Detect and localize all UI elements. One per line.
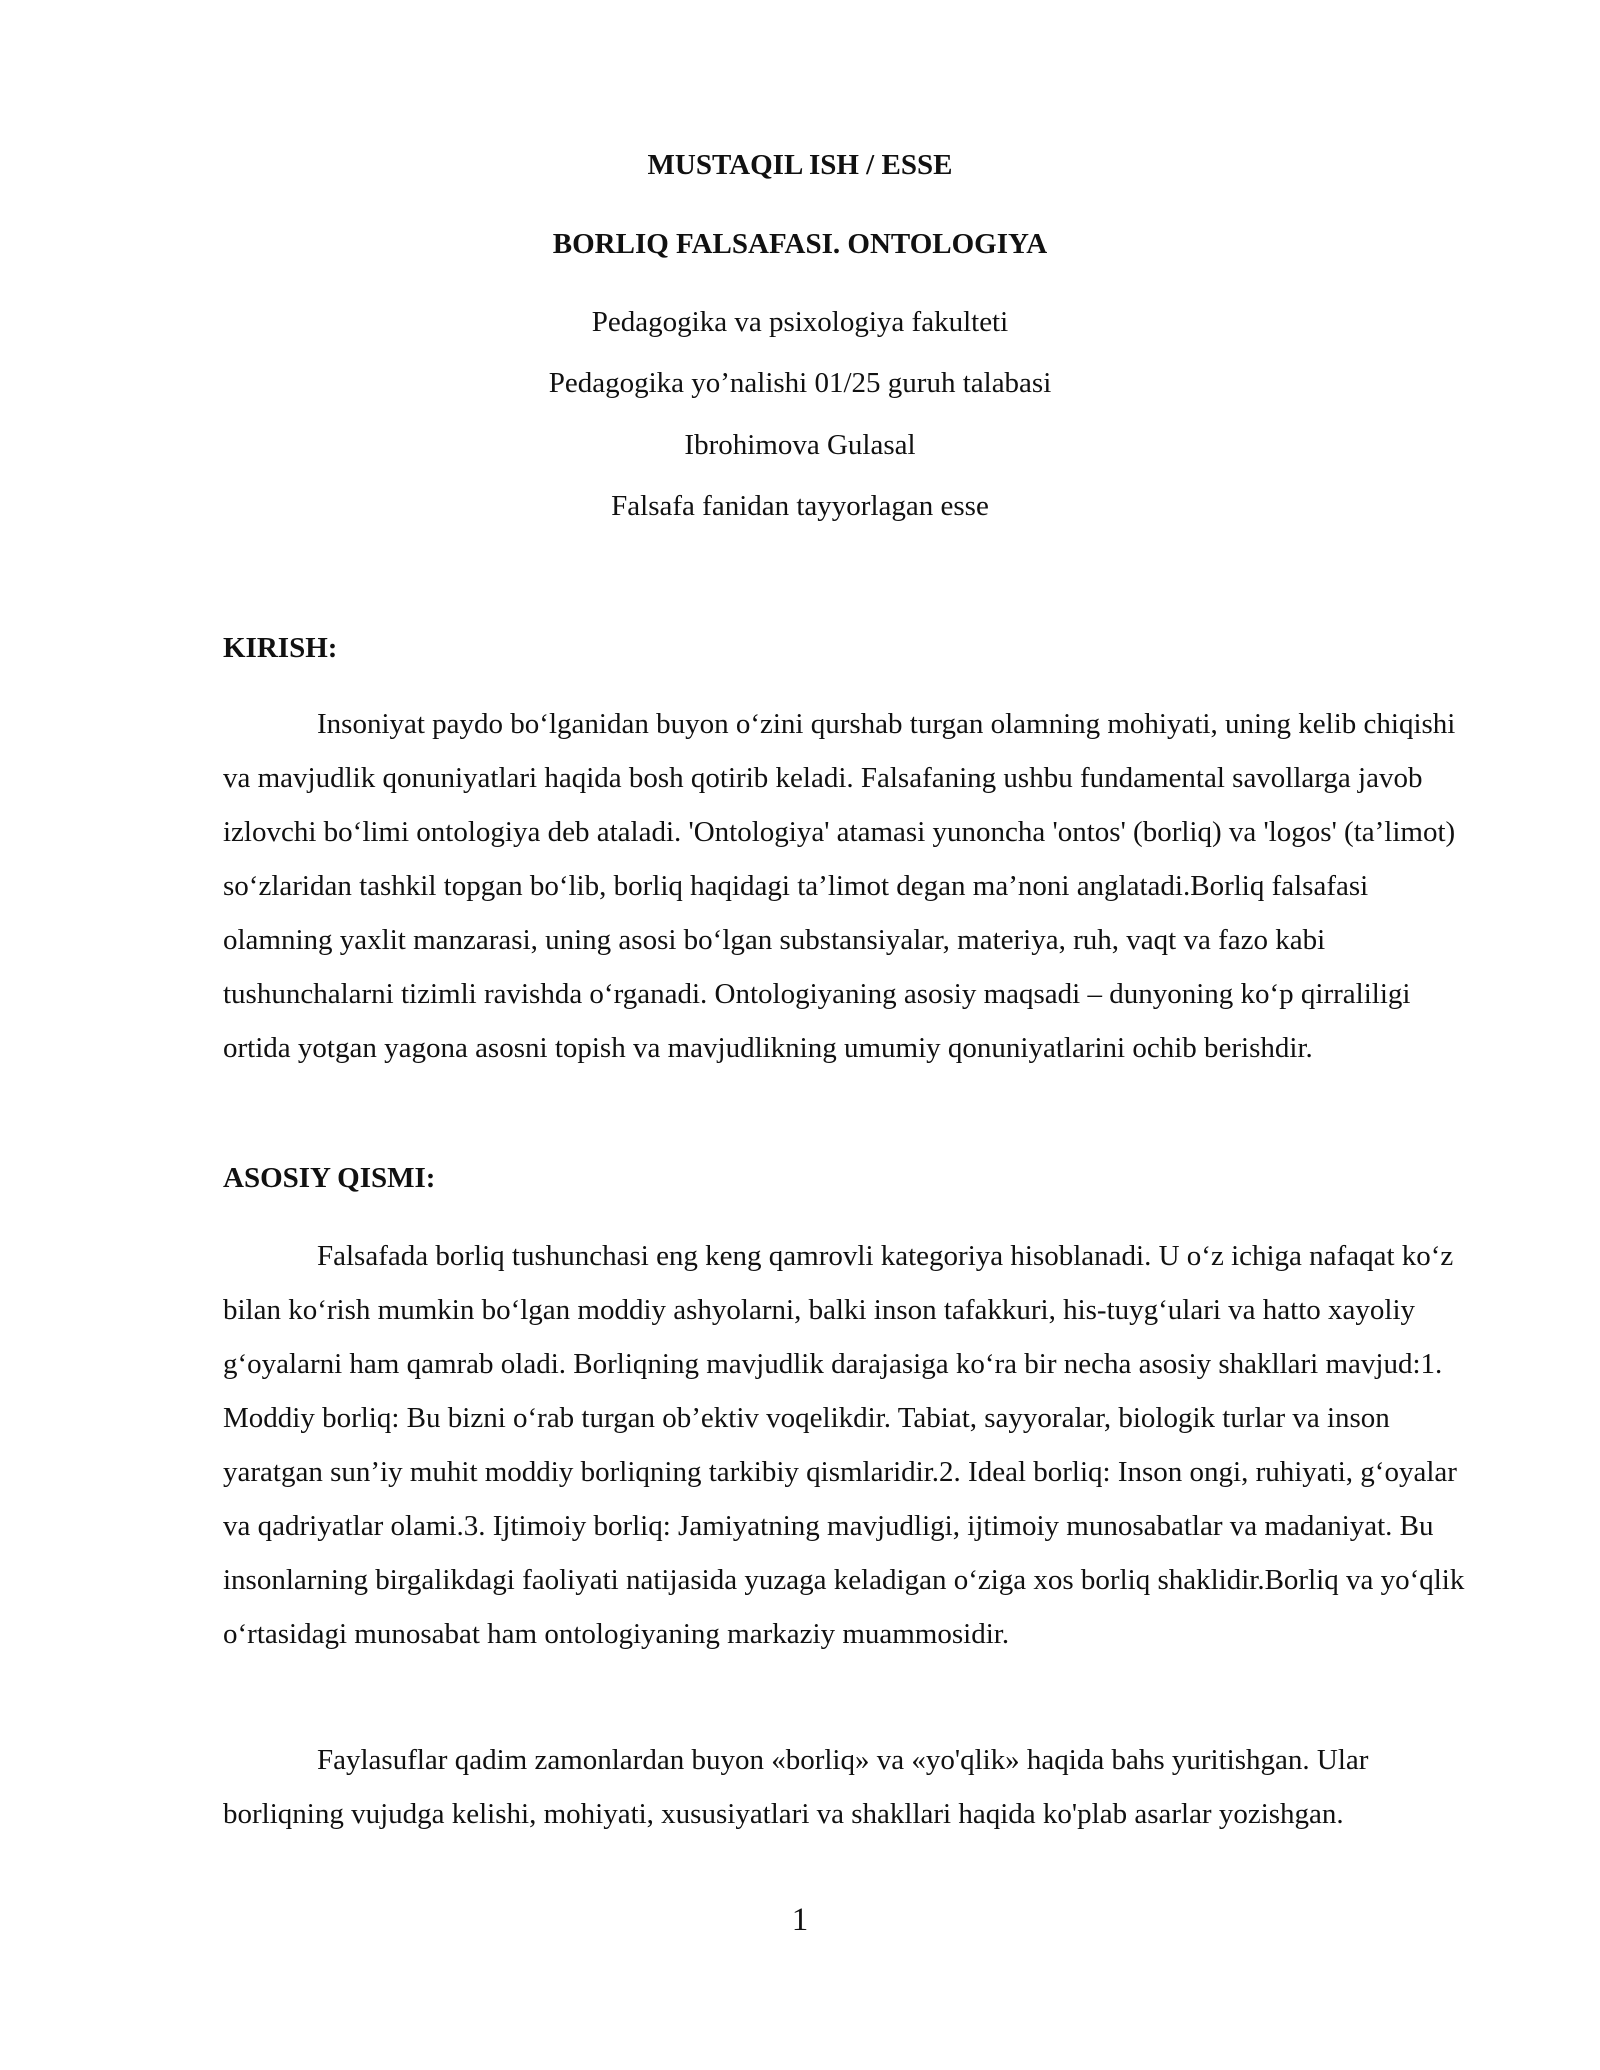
author-name: Ibrohimova Gulasal xyxy=(684,429,916,461)
paragraph: Faylasuflar qadim zamonlardan buyon «borliq» va «yo'qlik» haqida bahs yuritishgan. Ular borliqning vujudga kelishi, mohiyati, xususiyatlari va shakllari haqida ko'plab asarlar yozishgan. xyxy=(223,1744,1369,1830)
document-title: MUSTAQIL ISH / ESSE xyxy=(647,149,953,181)
paragraph: Insoniyat paydo bo‘lganidan buyon o‘zini qurshab turgan olamning mohiyati, uning kelib chiqishi va mavjudlik qonuniyatlari haqida bosh qotirib keladi. Falsafaning ushbu fundamental savollarga javob izlovchi bo‘limi ontologiya deb ataladi. 'Ontologiya' atamasi yunoncha 'ontos' (borliq) va 'logos' (ta’limot) so‘zlaridan tashkil topgan bo‘lib, borliq haqidagi ta’limot degan ma’noni anglatadi.Borliq falsafasi olamning yaxlit manzarasi, uning asosi bo‘lgan substansiyalar, materiya, ruh, vaqt va fazo kabi tushunchalarni tizimli ravishda o‘rganadi. Ontologiyaning asosiy maqsadi – dunyoning ko‘p qirraliligi ortida yotgan yagona asosni topish va mavjudlikning umumiy qonuniyatlarini ochib berishdir. xyxy=(223,708,1456,1064)
section-body-asosiy-qismi xyxy=(223,1229,1483,1661)
page-number: 1 xyxy=(791,1902,809,1938)
section-body-kirish xyxy=(223,697,1483,1075)
faculty-line: Pedagogika va psixologiya fakulteti xyxy=(591,306,1009,338)
essay-description: Falsafa fanidan tayyorlagan esse xyxy=(611,490,989,522)
section-body-asosiy-qismi-continued xyxy=(223,1733,1483,1841)
paragraph: Falsafada borliq tushunchasi eng keng qamrovli kategoriya hisoblanadi. U o‘z ichiga nafaqat ko‘z bilan ko‘rish mumkin bo‘lgan moddiy ashyolarni, balki inson tafakkuri, his-tuyg‘ulari va hatto xayoliy g‘oyalarni ham qamrab oladi. Borliqning mavjudlik darajasiga ko‘ra bir necha asosiy shakllari mavjud:1. Moddiy borliq: Bu bizni o‘rab turgan ob’ektiv voqelikdir. Tabiat, sayyoralar, biologik turlar va inson yaratgan sun’iy muhit moddiy borliqning tarkibiy qismlaridir.2. Ideal borliq: Inson ongi, ruhiyati, g‘oyalar va qadriyatlar olami.3. Ijtimoiy borliq: Jamiyatning mavjudligi, ijtimoiy munosabatlar va madaniyat. Bu insonlarning birgalikdagi faoliyati natijasida yuzaga keladigan o‘ziga xos borliq shaklidir.Borliq va yo‘qlik o‘rtasidagi munosabat ham ontologiyaning markaziy muammosidir. xyxy=(223,1240,1465,1650)
section-heading-asosiy-qismi: ASOSIY QISMI: xyxy=(223,1162,436,1194)
document-subtitle: BORLIQ FALSAFASI. ONTOLOGIYA xyxy=(552,228,1048,260)
section-heading-kirish: KIRISH: xyxy=(223,632,338,664)
group-line: Pedagogika yo’nalishi 01/25 guruh talabasi xyxy=(548,367,1052,399)
